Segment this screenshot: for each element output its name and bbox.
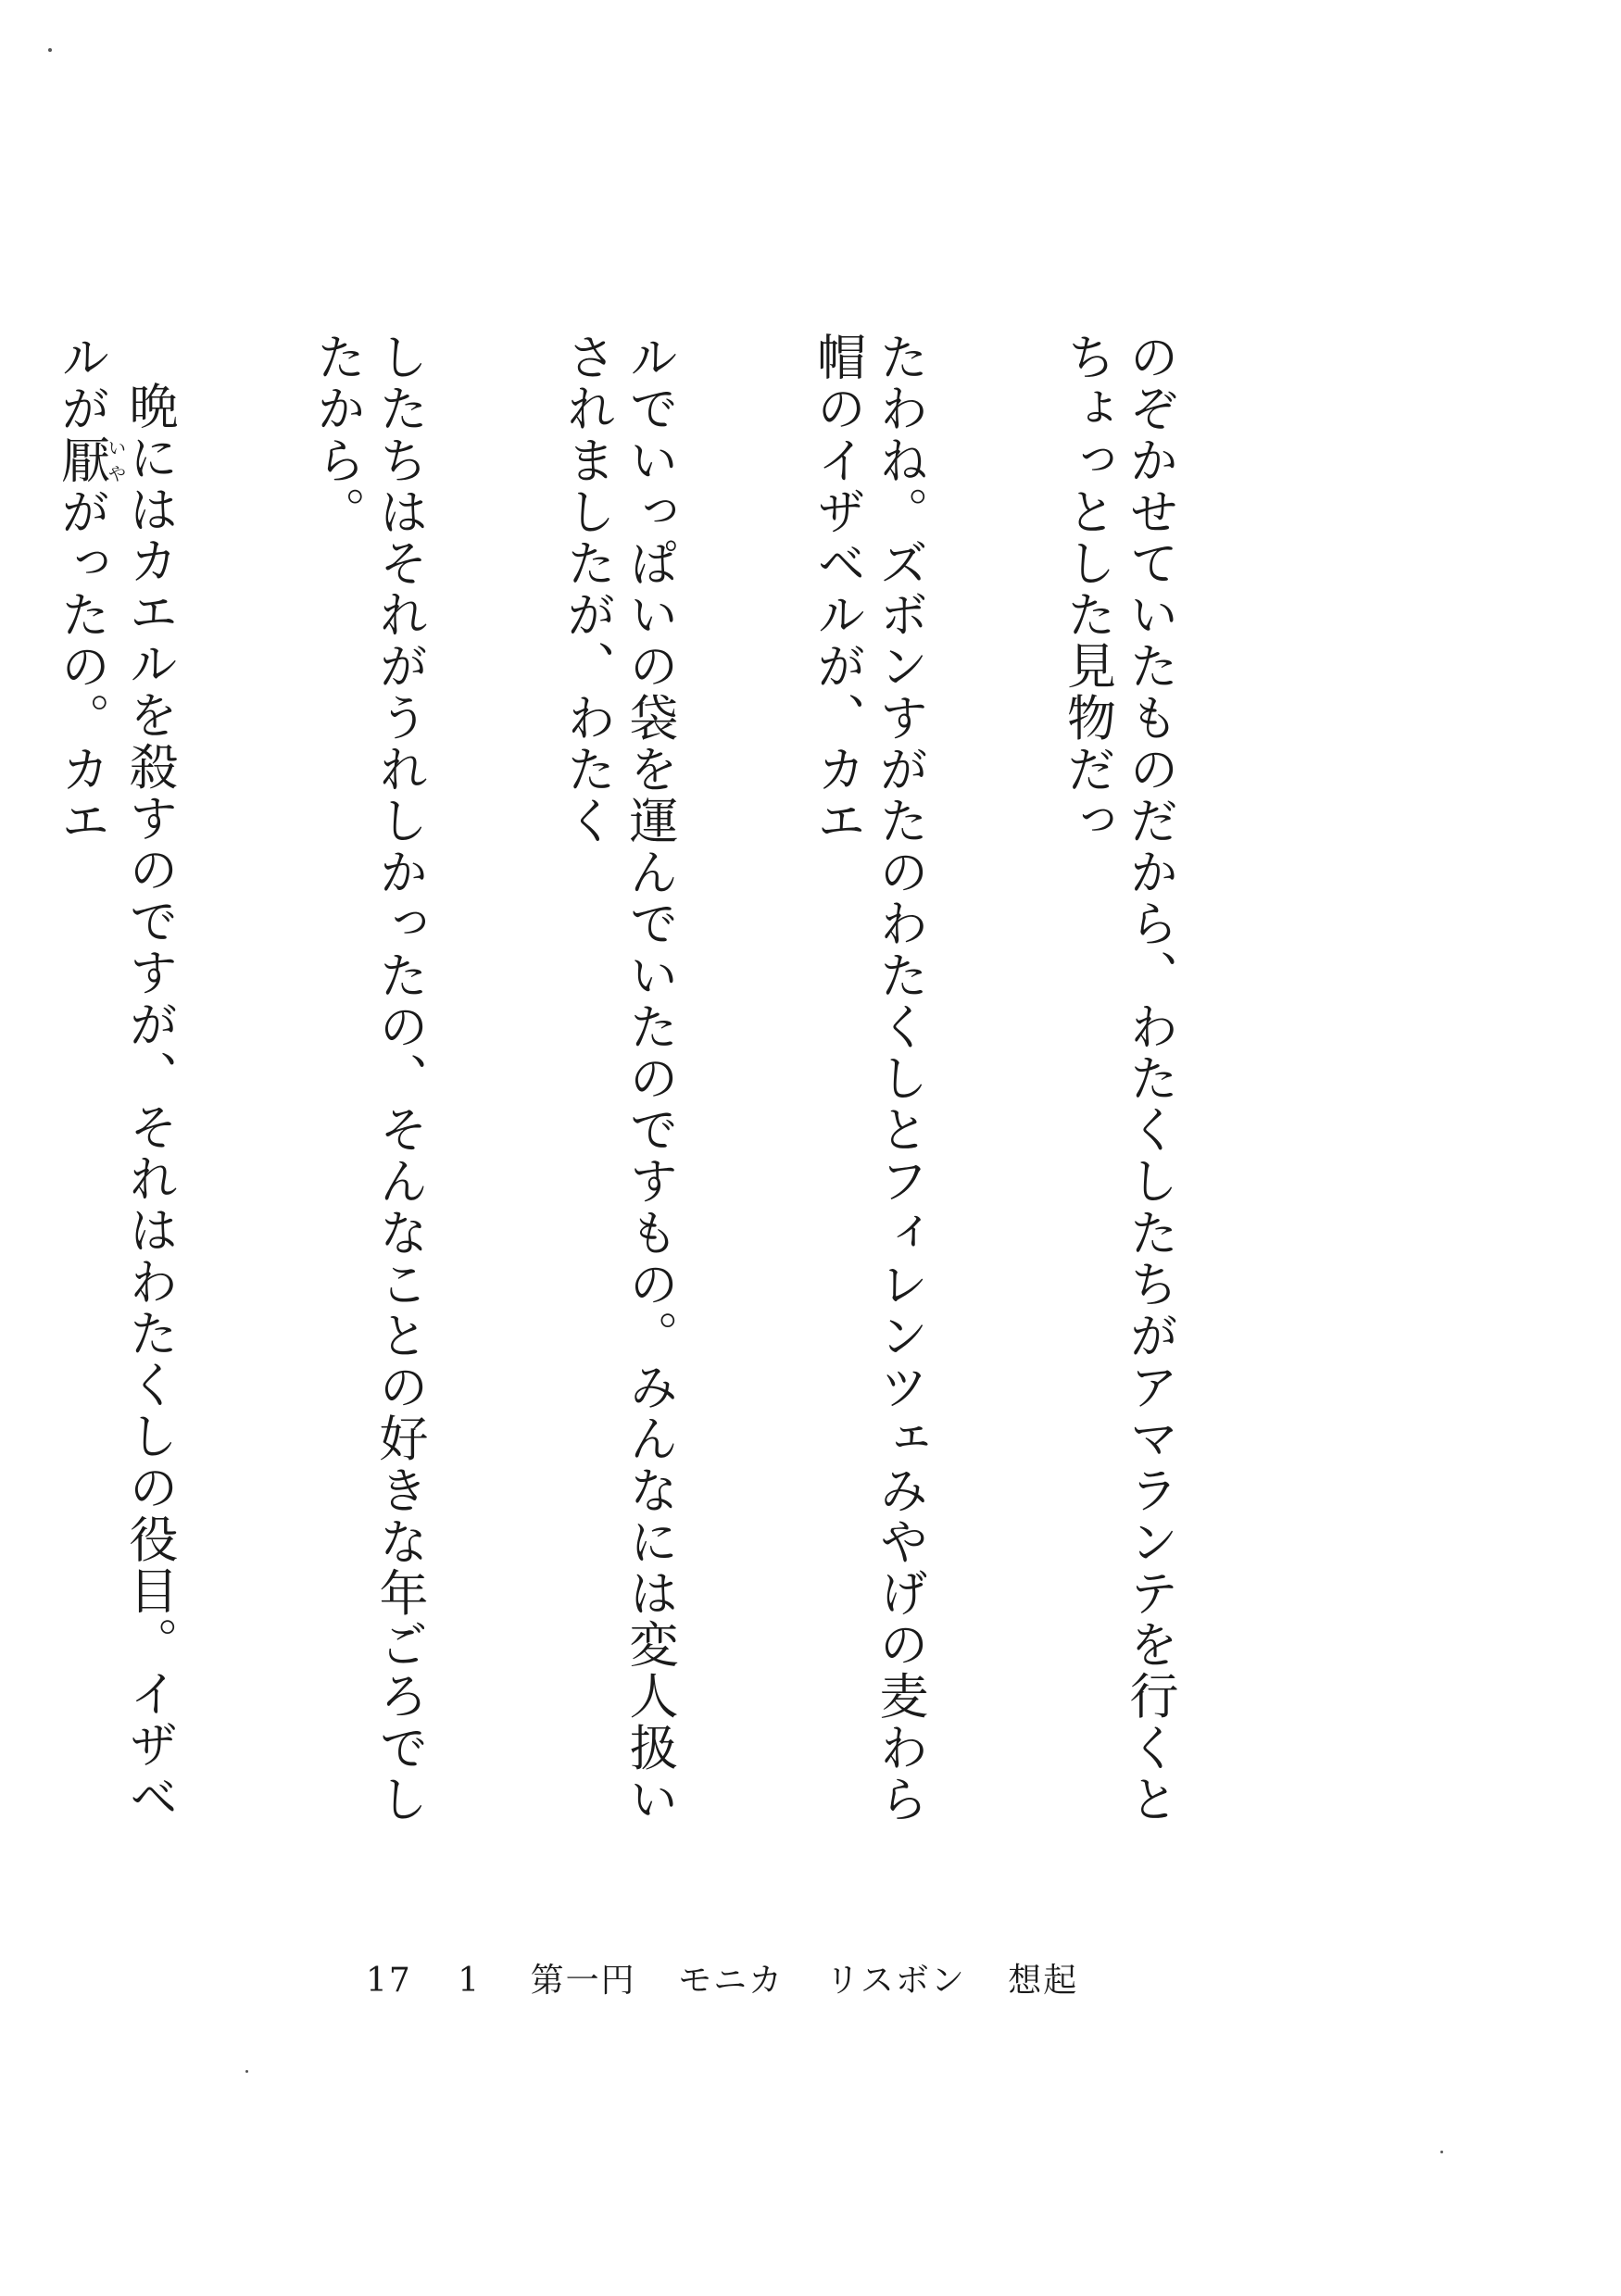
furigana-iya: 厭いや bbox=[53, 434, 127, 486]
text-line: のぞかせていたものだから、わたくしたちがアマランテを行くとちょっとした見物だっ bbox=[1059, 332, 1178, 1826]
vertical-text-body bbox=[53, 332, 1306, 1851]
text-line: したちはそれがうれしかったの、そんなことの好きな年ごろでしたから。 bbox=[308, 332, 428, 1826]
place-name: リスボン bbox=[825, 1962, 966, 2000]
text-line: ルでいっぱいの袋を運んでいたのですもの。みんなには変人扱いされましたが、わたく bbox=[559, 332, 678, 1826]
chapter-number: 1 bbox=[458, 1962, 482, 2000]
narrator-name: モニカ bbox=[678, 1962, 785, 2000]
text-line: たわね。ズボンすがたのわたくしとフィレンツェみやげの麦わら帽のイザベルが、カエ bbox=[809, 332, 928, 1826]
scan-speck bbox=[48, 48, 52, 52]
running-footer bbox=[366, 1954, 1078, 2001]
page-number: 17 bbox=[366, 1962, 412, 2000]
chapter-title: 第一円 bbox=[530, 1962, 636, 2000]
section-title: 想起 bbox=[1008, 1962, 1079, 2000]
scan-speck bbox=[245, 2070, 248, 2073]
scan-speck bbox=[1440, 2151, 1443, 2153]
text-line: 晩にはカエルを殺すのですが、それはわたくしの役目。イザベルが厭いやがったの。カエ bbox=[53, 332, 178, 1823]
